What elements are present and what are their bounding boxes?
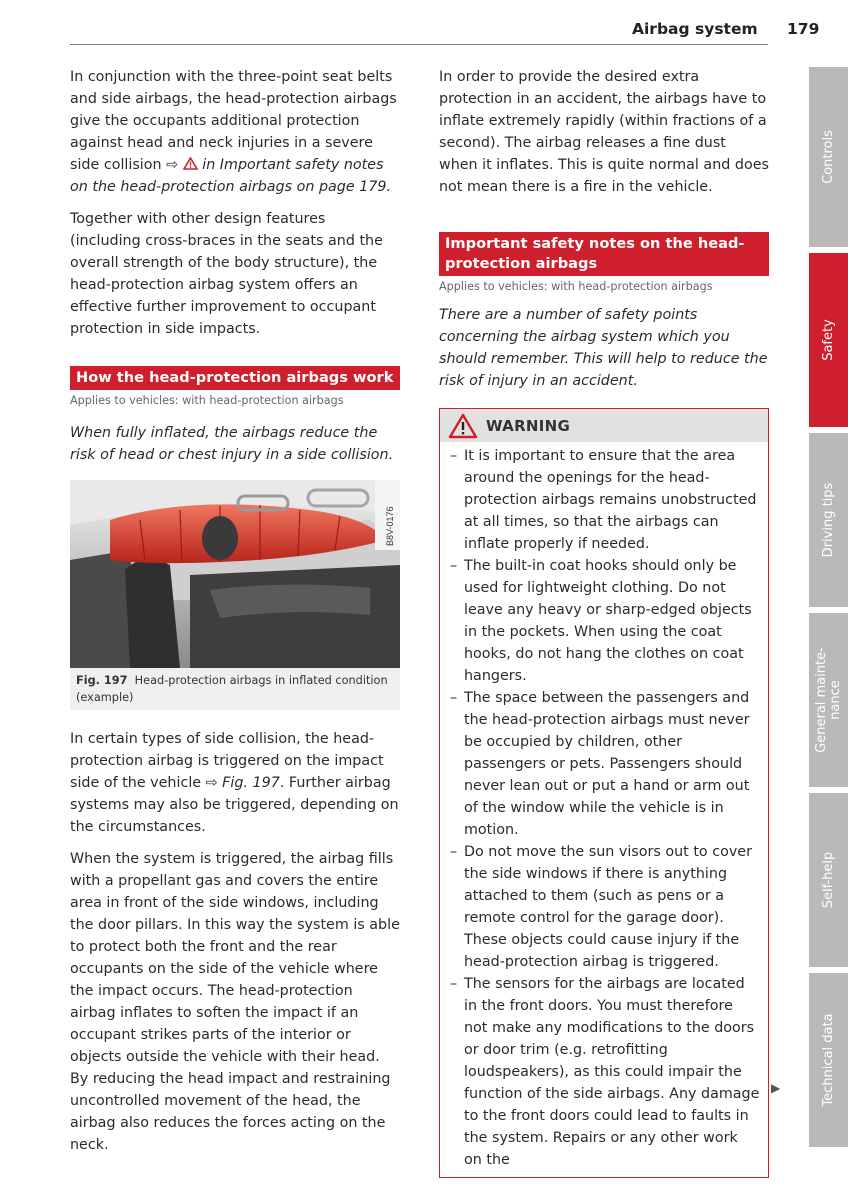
section-lead: When fully inflated, the airbags reduce the risk of head or chest injury in a side collision. bbox=[70, 425, 394, 463]
airbag-illustration bbox=[70, 480, 400, 668]
header-rule bbox=[70, 44, 768, 45]
running-header-title: Airbag system bbox=[632, 20, 758, 38]
warning-item: – The sensors for the airbags are located in the front doors. You must therefore not make any modifications to the doors or door trim (e.g. retrofitting loudspeakers), as this could impair the function of the side airbags. Any damage to the front doors could lead to faults in the system. Repairs or any other work on the bbox=[450, 976, 760, 1168]
applies-to-note: Applies to vehicles: with head-protection airbags bbox=[70, 394, 344, 407]
section-heading-how-airbags-work: How the head-protection airbags work bbox=[70, 366, 400, 390]
warning-list bbox=[440, 442, 768, 1177]
tab-driving-tips[interactable] bbox=[809, 433, 848, 607]
figure-code: B8V-0176 bbox=[385, 506, 395, 546]
tab-label: Safety bbox=[820, 319, 836, 361]
tab-label: Self-help bbox=[820, 851, 836, 909]
figure-reference-link[interactable]: Fig. 197 bbox=[222, 775, 280, 791]
section-lead: There are a number of safety points concerning the airbag system which you should remember. This will help to reduce the risk of injury in an accident. bbox=[439, 307, 768, 389]
intro-paragraph: In conjunction with the three-point seat belts and side airbags, the head-protection airbags give the occupants additional protection against head and neck injuries in a severe side collision ⇨ in Important safety notes on the head-protection airbags on page 179. bbox=[70, 69, 397, 195]
tab-label: Controls bbox=[820, 130, 836, 184]
warning-header bbox=[440, 409, 768, 442]
warning-item: – It is important to ensure that the area around the openings for the head-protection airbags remains unobstructed at all times, so that the airbags can inflate properly if needed. bbox=[450, 448, 757, 552]
continued-arrow-icon: ▶ bbox=[771, 1081, 781, 1095]
trigger-paragraph: In certain types of side collision, the head-protection airbag is triggered on the impact side of the vehicle ⇨ Fig. 197. Further airbag systems may also be triggered, depending on the circumstances. bbox=[70, 731, 399, 835]
applies-to-note: Applies to vehicles: with head-protection airbags bbox=[439, 280, 713, 293]
tab-label: General mainte- nance bbox=[813, 647, 843, 753]
right-column bbox=[439, 66, 769, 1178]
warning-triangle-icon bbox=[448, 413, 478, 439]
tab-technical-data[interactable] bbox=[809, 973, 848, 1147]
warning-triangle-icon bbox=[183, 157, 198, 173]
inflation-paragraph: When the system is triggered, the airbag fills with a propellant gas and covers the entire area in front of the side windows, including the door pillars. In this way the system is able to protect both the front and the rear occupants on the side of the vehicle where the impact occurs. The head-protection airbag inflates to soften the impact if an occupant strikes parts of the interior or objects outside the vehicle with their head. By reducing the head impact and restraining uncontrolled movement of the head, the airbag also reduces the forces acting on the neck. bbox=[70, 851, 400, 1153]
warning-item: – The built-in coat hooks should only be used for lightweight clothing. Do not leave any heavy or sharp-edged objects in the pockets. When using the coat hooks, do not hang the clothes on coat hangers. bbox=[450, 558, 752, 684]
page-number: 179 bbox=[787, 20, 820, 38]
cross-reference-link[interactable]: in Important safety notes on the head-protection airbags on page 179. bbox=[70, 157, 392, 195]
warning-box bbox=[439, 408, 769, 1178]
section-heading-safety-notes: Important safety notes on the head-protection airbags bbox=[439, 232, 769, 276]
warning-title: WARNING bbox=[486, 417, 571, 435]
design-paragraph: Together with other design features (including cross-braces in the seats and the overall strength of the body structure), the head-protection airbag system offers an effective further improvement to occupant protection in side impacts. bbox=[70, 211, 383, 337]
tab-controls[interactable] bbox=[809, 67, 848, 247]
figure-197 bbox=[70, 480, 400, 710]
tab-general-maintenance[interactable] bbox=[809, 613, 848, 787]
warning-item: – The space between the passengers and the head-protection airbags must never be occupied by children, other passengers or pets. Passengers should never lean out or put a hand or arm out of the window while the vehicle is in motion. bbox=[450, 690, 750, 838]
figure-caption: Fig. 197 Head-protection airbags in inflated condition (example) bbox=[76, 674, 388, 704]
warning-item: – Do not move the sun visors out to cover the side windows if there is anything attached to them (such as pens or a remote control for the garage door). These objects could cause injury if the head-protection airbag is triggered. bbox=[450, 844, 752, 970]
tab-self-help[interactable] bbox=[809, 793, 848, 967]
tab-label: Driving tips bbox=[820, 482, 836, 558]
tab-label: Technical data bbox=[820, 1013, 836, 1107]
tab-safety[interactable] bbox=[809, 253, 848, 427]
left-column bbox=[70, 66, 400, 1166]
inflate-speed-paragraph: In order to provide the desired extra protection in an accident, the airbags have to inflate extremely rapidly (within fractions of a second). The airbag releases a fine dust when it inflates. This is quite normal and does not mean there is a fire in the vehicle. bbox=[439, 69, 769, 195]
